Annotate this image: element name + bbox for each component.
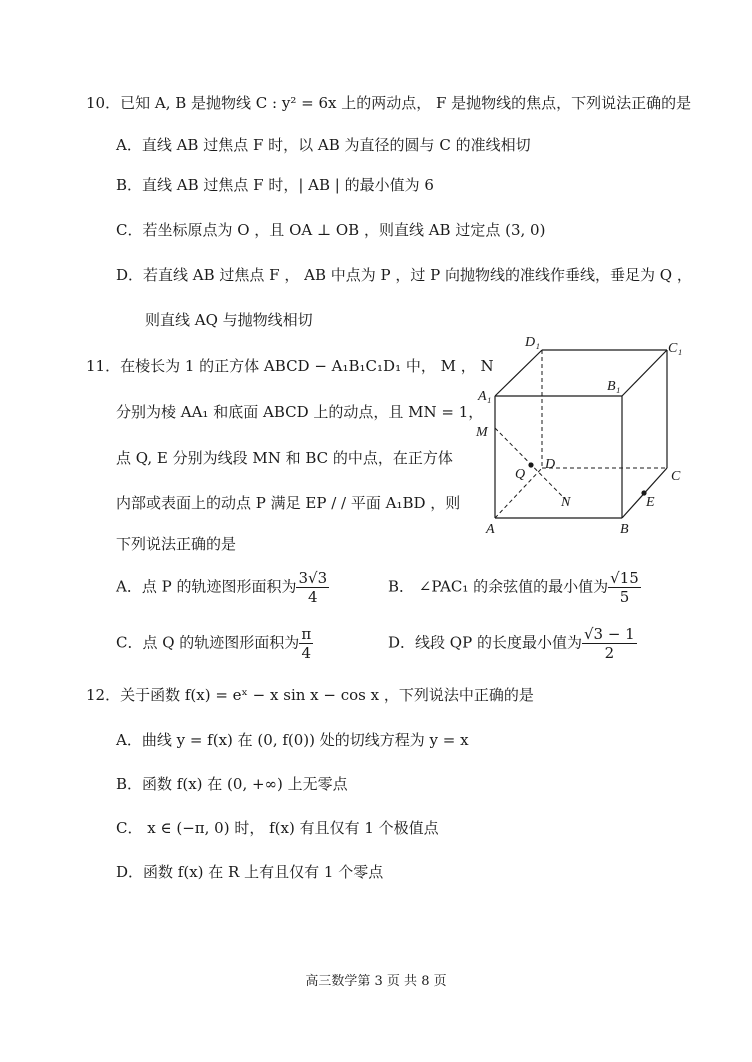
q11-line-3: 点 Q, E 分别为线段 MN 和 BC 的中点，在正方体 [116,449,453,467]
page-footer: 高三数学第 3 页 共 8 页 [305,974,447,989]
q10-option-d-continued: 则直线 AQ 与抛物线相切 [145,311,313,329]
q11-option-c-text: C．点 Q 的轨迹图形面积为 [116,633,300,652]
label-d1: D₁ [525,335,540,350]
fraction-numerator: π [301,625,312,643]
q11-line-1: 11．在棱长为 1 的正方体 ABCD − A₁B₁C₁D₁ 中， M ， N [86,357,494,375]
label-b1: B₁ [607,379,621,394]
cube-figure [470,328,695,543]
q12-stem: 12．关于函数 f(x) = eˣ − x sin x − cos x ，下列说法中正确的是 [86,686,534,704]
q11-line-4: 内部或表面上的动点 P 满足 EP / / 平面 A₁BD ，则 [116,494,461,512]
label-a1: A₁ [478,389,492,404]
fraction-denominator: 5 [619,588,630,606]
label-d: D [545,457,556,472]
q11-option-d-text: D．线段 QP 的长度最小值为 [388,633,582,652]
fraction-denominator: 2 [604,644,615,662]
point-q [528,462,533,467]
q12-option-b: B．函数 f(x) 在 (0, +∞) 上无零点 [116,775,348,793]
fraction-numerator: √3 − 1 [583,625,635,643]
fraction-numerator: √15 [610,569,639,587]
q12-option-d: D．函数 f(x) 在 R 上有且仅有 1 个零点 [116,863,384,881]
q11-option-b-text: B． ∠PAC₁ 的余弦值的最小值为 [388,577,609,596]
fraction-denominator: 4 [301,644,312,662]
q11-option-a [116,569,329,606]
label-c1: C₁ [668,341,683,356]
q10-option-a: A．直线 AB 过焦点 F 时，以 AB 为直径的圆与 C 的准线相切 [116,136,531,154]
q11-option-b-fraction [608,569,641,606]
label-e: E [646,495,655,510]
edge-a1d1 [495,350,542,396]
label-q: Q [515,467,526,482]
q10-option-c: C．若坐标原点为 O ，且 OA ⊥ OB ，则直线 AB 过定点 (3, 0) [116,221,546,239]
q11-line-2: 分别为棱 AA₁ 和底面 ABCD 上的动点，且 MN = 1， [116,403,484,421]
label-b: B [620,522,629,537]
label-n: N [561,495,571,510]
q12-option-c: C． x ∈ (−π, 0) 时， f(x) 有且仅有 1 个极值点 [116,819,439,837]
fraction-numerator: 3√3 [298,569,328,587]
fraction-denominator: 4 [308,588,318,606]
label-c: C [671,469,681,484]
q10-option-b: B．直线 AB 过焦点 F 时，| AB | 的最小值为 6 [116,176,434,194]
q11-option-b [388,569,641,606]
q10-option-d: D．若直线 AB 过焦点 F ， AB 中点为 P ，过 P 向抛物线的准线作垂线，垂足为 Q ， [116,266,692,284]
q11-option-a-text: A．点 P 的轨迹图形面积为 [116,577,297,596]
q11-line-5: 下列说法正确的是 [116,535,237,553]
edge-b1c1 [622,350,667,396]
q11-option-a-fraction [296,569,329,606]
q11-option-d-fraction [582,625,637,662]
q11-option-c [116,625,313,662]
q12-option-a: A．曲线 y = f(x) 在 (0, f(0)) 处的切线方程为 y = x [116,731,469,749]
q11-option-d [388,625,637,662]
label-a: A [486,522,495,537]
q10-stem: 10．已知 A, B 是抛物线 C : y² = 6x 上的两动点， F 是抛物线的焦点，下列说法正确的是 [86,94,692,112]
q11-option-c-fraction [299,625,313,662]
label-m: M [476,425,488,440]
